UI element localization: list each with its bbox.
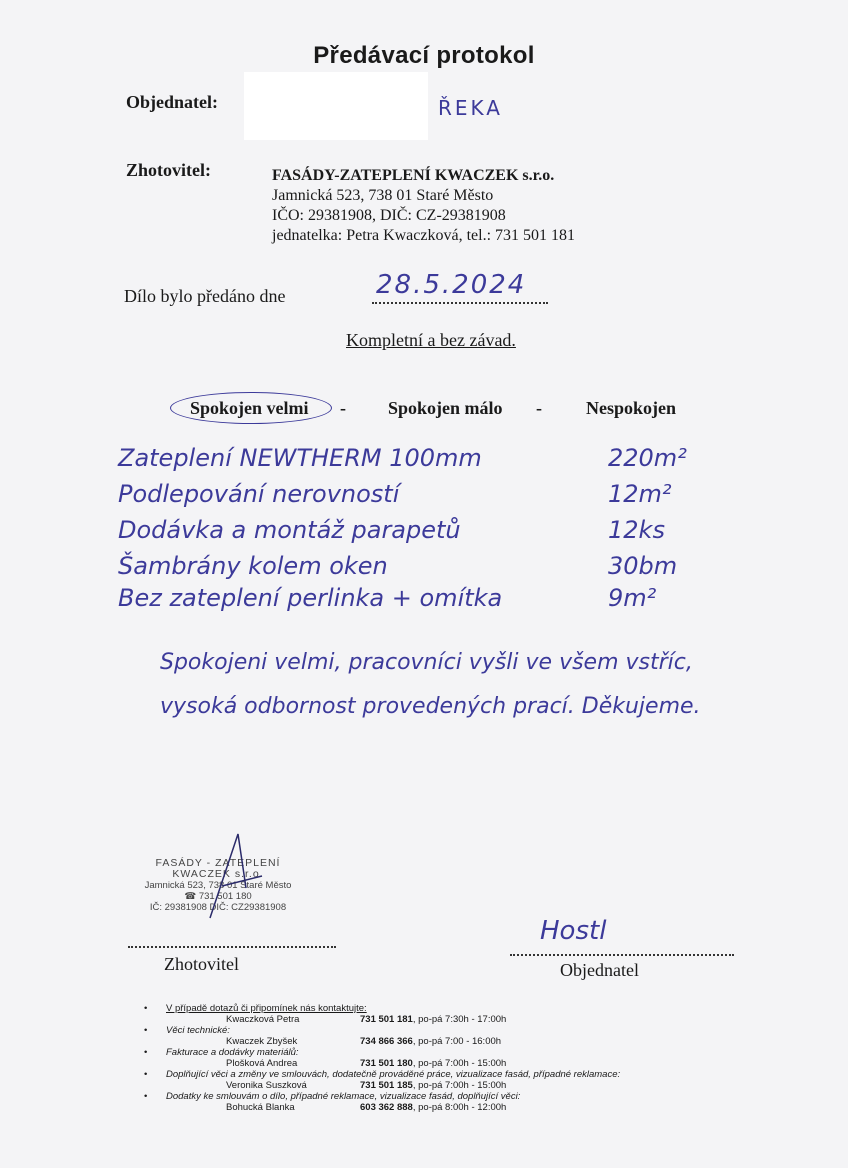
- contacts-heading: V případě dotazů či připomínek nás kontaktujte:: [166, 1003, 367, 1014]
- contact-hours: , po-pá 7:00h - 15:00h: [412, 1058, 507, 1069]
- rating-separator: -: [340, 398, 346, 418]
- contact-name: Bohucká Blanka: [226, 1102, 295, 1113]
- contact-hours: , po-pá 7:00h - 15:00h: [412, 1080, 507, 1091]
- note-line-2: vysoká odbornost provedených prací. Děkujeme.: [160, 694, 701, 719]
- rating-slightly-satisfied: Spokojen málo: [388, 398, 503, 418]
- contractor-signature-line: [128, 944, 336, 948]
- customer-signature-label: Objednatel: [560, 960, 639, 980]
- list-item: [118, 480, 698, 508]
- customer-label: Objednatel:: [126, 92, 218, 112]
- contact-hours: , po-pá 7:00 - 16:00h: [412, 1036, 502, 1047]
- contact-heading: Fakturace a dodávky materiálů:: [166, 1047, 299, 1058]
- contact-hours: , po-pá 8:00h - 12:00h: [412, 1102, 507, 1113]
- stamp-line: Jamnická 523, 738 01 Staré Město: [144, 880, 292, 891]
- contractor-contact: jednatelka: Petra Kwaczková, tel.: 731 501 181: [272, 227, 576, 244]
- handover-date: 28.5.2024: [376, 270, 527, 300]
- item-desc: Dodávka a montáž parapetů: [118, 516, 461, 544]
- customer-signature-line: [510, 952, 734, 956]
- contact-phone: 603 362 888: [360, 1102, 413, 1113]
- customer-value: ŘEKA: [438, 96, 503, 120]
- item-qty: 220m²: [608, 444, 687, 472]
- contact-phone: 731 501 180: [360, 1058, 413, 1069]
- item-desc: Bez zateplení perlinka + omítka: [118, 584, 503, 612]
- contractor-signature-icon: [200, 828, 270, 928]
- date-dotted-line: [372, 300, 548, 304]
- rating-very-satisfied: Spokojen velmi: [190, 398, 309, 418]
- contact-phone: 734 866 366: [360, 1036, 413, 1047]
- list-item: [118, 444, 698, 472]
- status-text: Kompletní a bez závad.: [346, 330, 516, 350]
- contact-heading: Doplňující věci a změny ve smlouvách, dodatečně prováděné práce, vizualizace fasád, případné reklamace:: [166, 1069, 621, 1080]
- contractor-name: FASÁDY-ZATEPLENÍ KWACZEK s.r.o.: [272, 167, 555, 184]
- contact-name: Kwaczková Petra: [226, 1014, 300, 1025]
- bullet: •: [144, 1069, 148, 1080]
- stamp-line: ☎ 731 501 180: [184, 891, 252, 902]
- stamp-line: IČ: 29381908 DIČ: CZ29381908: [149, 902, 287, 913]
- contact-hours: , po-pá 7:30h - 17:00h: [412, 1014, 507, 1025]
- rating-not-satisfied: Nespokojen: [586, 398, 677, 418]
- contractor-address: Jamnická 523, 738 01 Staré Město: [272, 187, 494, 204]
- rating-separator: -: [536, 398, 542, 418]
- list-item: [118, 584, 698, 612]
- contact-heading: Dodatky ke smlouvám o dílo, případné reklamace, vizualizace fasád, doplňující věci:: [166, 1091, 521, 1102]
- contractor-label: Zhotovitel:: [126, 160, 211, 180]
- stamp-line: KWACZEK s.r.o.: [172, 868, 264, 880]
- item-desc: Šambrány kolem oken: [118, 552, 388, 580]
- item-desc: Podlepování nerovností: [118, 480, 400, 508]
- stamp-line: FASÁDY - ZATEPLENÍ: [155, 857, 281, 869]
- item-qty: 30bm: [608, 552, 678, 580]
- page-title: Předávací protokol: [313, 42, 535, 69]
- list-item: [118, 516, 698, 544]
- bullet: •: [144, 1047, 148, 1058]
- note-line-1: Spokojeni velmi, pracovníci vyšli ve všem vstříc,: [160, 650, 693, 675]
- handover-label: Dílo bylo předáno dne: [124, 286, 286, 306]
- contact-name: Plošková Andrea: [226, 1058, 298, 1069]
- bullet: •: [144, 1025, 148, 1036]
- contact-name: Veronika Suszková: [226, 1080, 307, 1091]
- contact-phone: 731 501 181: [360, 1014, 413, 1025]
- customer-signature: Hostl: [540, 916, 607, 946]
- item-desc: Zateplení NEWTHERM 100mm: [118, 444, 482, 472]
- item-qty: 9m²: [608, 584, 657, 612]
- bullet: •: [144, 1003, 148, 1014]
- contact-name: Kwaczek Zbyšek: [226, 1036, 298, 1047]
- list-item: [118, 552, 698, 580]
- contact-phone: 731 501 185: [360, 1080, 413, 1091]
- bullet: •: [144, 1091, 148, 1102]
- contractor-info: [272, 166, 575, 246]
- item-qty: 12m²: [608, 480, 672, 508]
- contact-heading: Věci technické:: [166, 1025, 230, 1036]
- redacted-block: [244, 72, 428, 140]
- contractor-ids: IČO: 29381908, DIČ: CZ-29381908: [272, 207, 506, 224]
- item-qty: 12ks: [608, 516, 665, 544]
- contractor-signature-label: Zhotovitel: [164, 954, 239, 974]
